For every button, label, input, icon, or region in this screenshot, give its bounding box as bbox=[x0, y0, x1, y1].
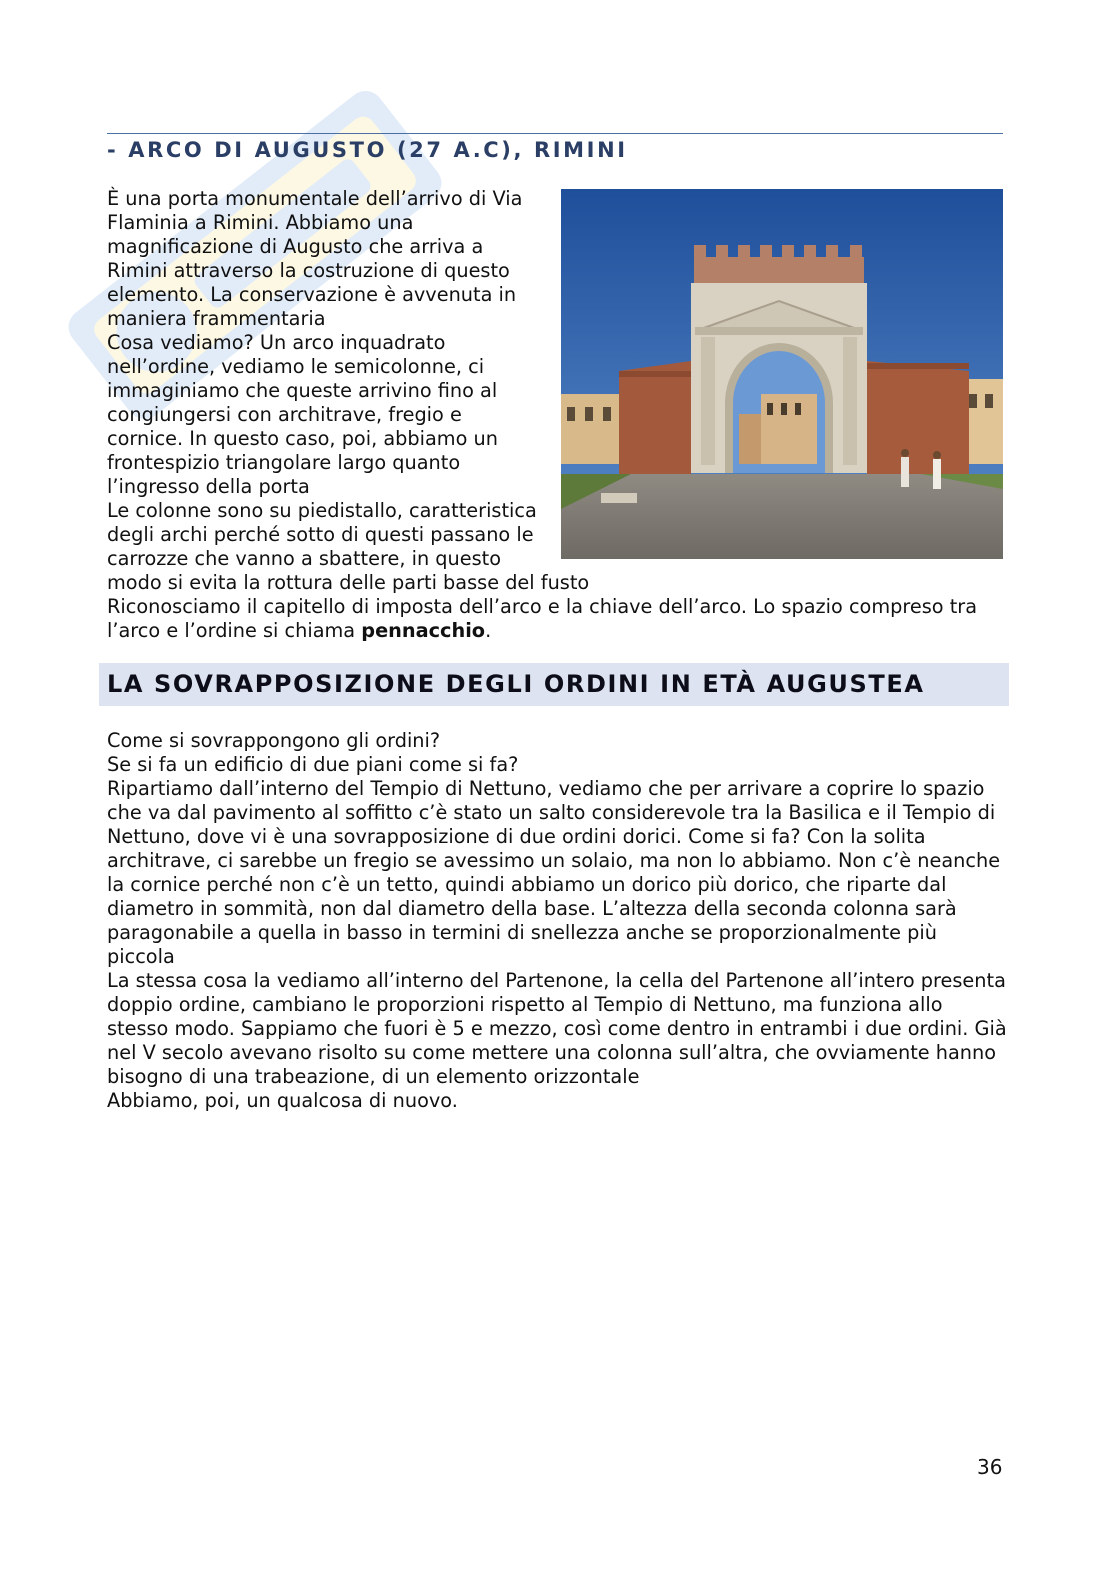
closing-paragraph bbox=[107, 595, 1007, 643]
pennacchio-term: pennacchio bbox=[361, 619, 486, 642]
intro-paragraph-1: È una porta monumentale dell’arrivo di Via Flaminia a Rimini. Abbiamo una magnificazione di Augusto che arriva a Rimini attraverso la costruzione di questo elemento. La conservazione è avvenuta in maniera frammentaria bbox=[107, 187, 523, 330]
image-float-spacer bbox=[541, 187, 1007, 559]
closing-text: Riconosciamo il capitello di imposta dell’arco e la chiave dell’arco. Lo spazio compreso tra l’arco e l’ordine si chiama bbox=[107, 595, 978, 642]
section2-paragraph-4: La stessa cosa la vediamo all’interno del Partenone, la cella del Partenone all’intero presenta doppio ordine, cambiano le proporzioni rispetto al Tempio di Nettuno, ma funziona allo stesso modo. Sappiamo che fuori è 5 e mezzo, così come dentro in entrambi i due ordini. Già nel V secolo avevano risolto su come mettere una colonna sull’altra, che ovviamente hanno bisogno di una trabeazione, di un elemento orizzontale bbox=[107, 969, 1007, 1088]
section2-paragraph-3: Ripartiamo dall’interno del Tempio di Nettuno, vediamo che per arrivare a coprire lo spazio che va dal pavimento al soffitto c’è stato un salto considerevole tra la Basilica e il Tempio di Nettuno, dove vi è una sovrapposizione di due ordini dorici. Come si fa? Con la solita architrave, ci sarebbe un fregio se avessimo un solaio, ma non lo abbiamo. Non c’è neanche la cornice perché non c’è un tetto, quindi abbiamo un dorico più dorico, che riparte dal diametro in sommità, non dal diametro della base. L’altezza della seconda colonna sarà paragonabile a quella in basso in termini di snellezza anche se proporzionalmente più piccola bbox=[107, 777, 1001, 968]
intro-text bbox=[107, 187, 1007, 643]
intro-paragraph-3: Le colonne sono su piedistallo, caratteristica degli archi perché sotto di questi passano le carrozze che vanno a sbattere, in questo modo si evita la rottura delle parti basse del fusto bbox=[107, 499, 590, 594]
main-heading: LA SOVRAPPOSIZIONE DEGLI ORDINI IN ETÀ AUGUSTEA bbox=[107, 670, 925, 698]
intro-paragraph-2: Cosa vediamo? Un arco inquadrato nell’ordine, vediamo le semicolonne, ci immaginiamo che queste arrivino fino al congiungersi con architrave, fregio e cornice. In questo caso, poi, abbiamo un frontespizio triangolare largo quanto l’ingresso della porta bbox=[107, 331, 498, 498]
section2-paragraph-5: Abbiamo, poi, un qualcosa di nuovo. bbox=[107, 1089, 458, 1112]
header-rule bbox=[107, 133, 1003, 134]
section2-paragraph-1: Come si sovrappongono gli ordini? bbox=[107, 729, 441, 752]
section-heading: - ARCO DI AUGUSTO (27 A.C), RIMINI bbox=[107, 138, 628, 162]
section2-paragraph-2: Se si fa un edificio di due piani come si fa? bbox=[107, 753, 519, 776]
main-heading-band bbox=[99, 663, 1009, 706]
section2-text bbox=[107, 729, 1007, 1113]
closing-period: . bbox=[485, 619, 492, 642]
page-number: 36 bbox=[977, 1455, 1003, 1479]
